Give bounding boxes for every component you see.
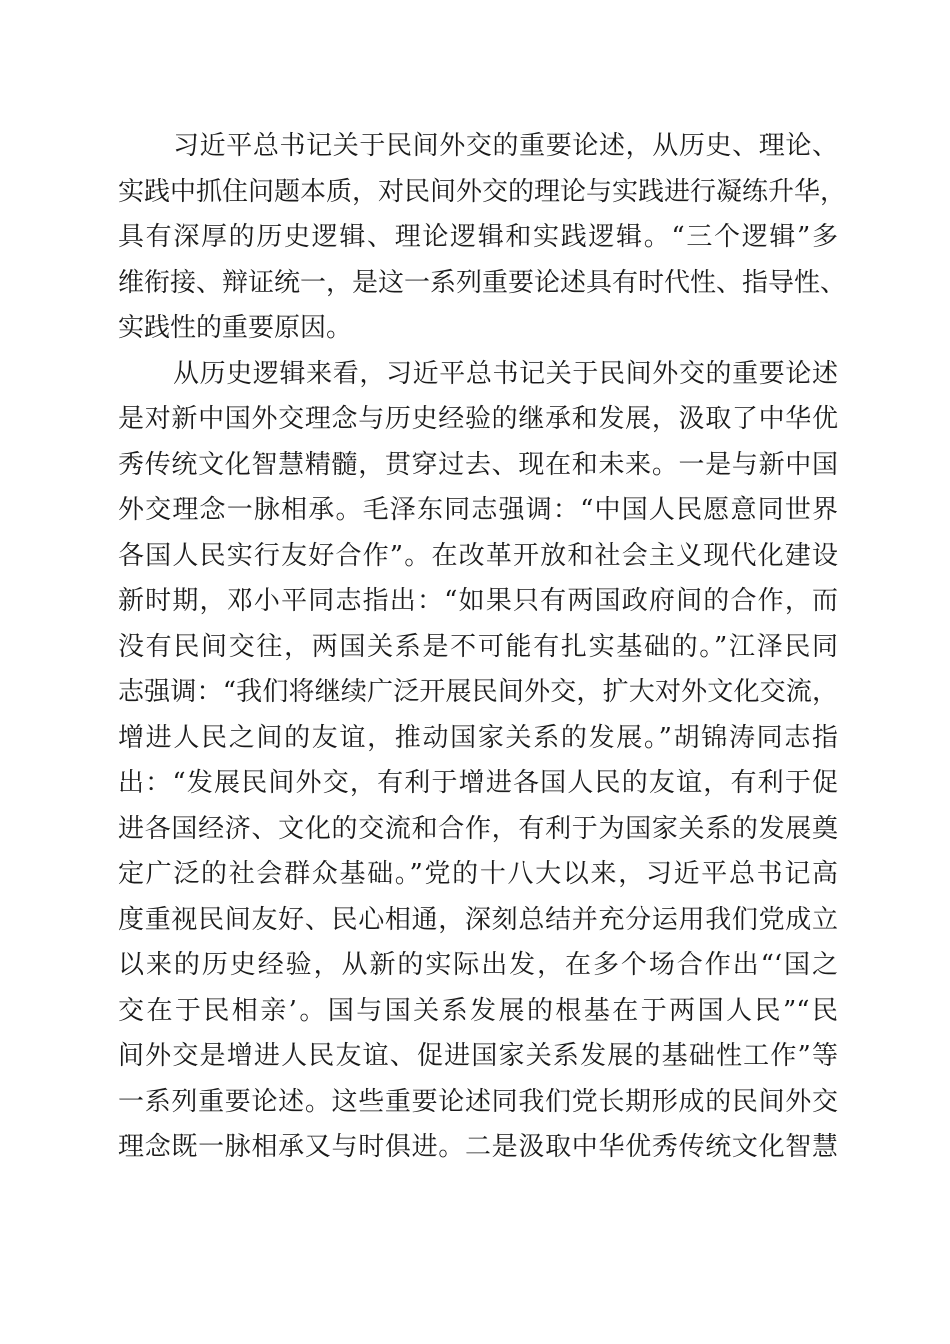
text-line: 习近平总书记关于民间外交的重要论述，从历史、理论、 bbox=[173, 131, 838, 161]
text-line: 出：“发展民间外交，有利于增进各国人民的友谊，有利于促 bbox=[118, 768, 838, 798]
text-line: 以来的历史经验，从新的实际出发，在多个场合作出“‘国之 bbox=[118, 950, 838, 980]
text-line: 新时期，邓小平同志指出：“如果只有两国政府间的合作，而 bbox=[118, 586, 838, 616]
text-line: 各国人民实行友好合作”。在改革开放和社会主义现代化建设 bbox=[118, 540, 838, 571]
text-line: 交在于民相亲’。国与国关系发展的根基在于两国人民”“民 bbox=[118, 995, 838, 1026]
text-line: 外交理念一脉相承。毛泽东同志强调：“中国人民愿意同世界 bbox=[118, 495, 838, 525]
text-line: 实践中抓住问题本质，对民间外交的理论与实践进行凝练升华， bbox=[118, 176, 847, 207]
text-line: 秀传统文化智慧精髓，贯穿过去、现在和未来。一是与新中国 bbox=[118, 449, 838, 480]
text-line: 从历史逻辑来看，习近平总书记关于民间外交的重要论述 bbox=[173, 358, 838, 389]
text-line: 是对新中国外交理念与历史经验的继承和发展，汲取了中华优 bbox=[118, 404, 838, 434]
paragraph-1 bbox=[118, 124, 847, 352]
text-line: 定广泛的社会群众基础。”党的十八大以来，习近平总书记高 bbox=[118, 859, 838, 889]
text-line: 增进人民之间的友谊，推动国家关系的发展。”胡锦涛同志指 bbox=[118, 722, 838, 753]
document-body bbox=[118, 124, 847, 1171]
text-line: 一系列重要论述。这些重要论述同我们党长期形成的民间外交 bbox=[118, 1086, 838, 1117]
text-line: 实践性的重要原因。 bbox=[118, 313, 353, 343]
text-line: 进各国经济、文化的交流和合作，有利于为国家关系的发展奠 bbox=[118, 813, 838, 844]
paragraph-2 bbox=[118, 352, 838, 1171]
text-line: 度重视民间友好、民心相通，深刻总结并充分运用我们党成立 bbox=[118, 904, 838, 935]
text-line: 具有深厚的历史逻辑、理论逻辑和实践逻辑。“三个逻辑”多 bbox=[118, 222, 838, 252]
text-line: 维衔接、辩证统一，是这一系列重要论述具有时代性、指导性、 bbox=[118, 267, 847, 298]
text-line: 没有民间交往，两国关系是不可能有扎实基础的。”江泽民同 bbox=[118, 631, 838, 662]
text-line: 理念既一脉相承又与时俱进。二是汲取中华优秀传统文化智慧 bbox=[118, 1132, 838, 1162]
text-line: 间外交是增进人民友谊、促进国家关系发展的基础性工作”等 bbox=[118, 1041, 838, 1071]
text-line: 志强调：“我们将继续广泛开展民间外交，扩大对外文化交流， bbox=[118, 677, 838, 707]
